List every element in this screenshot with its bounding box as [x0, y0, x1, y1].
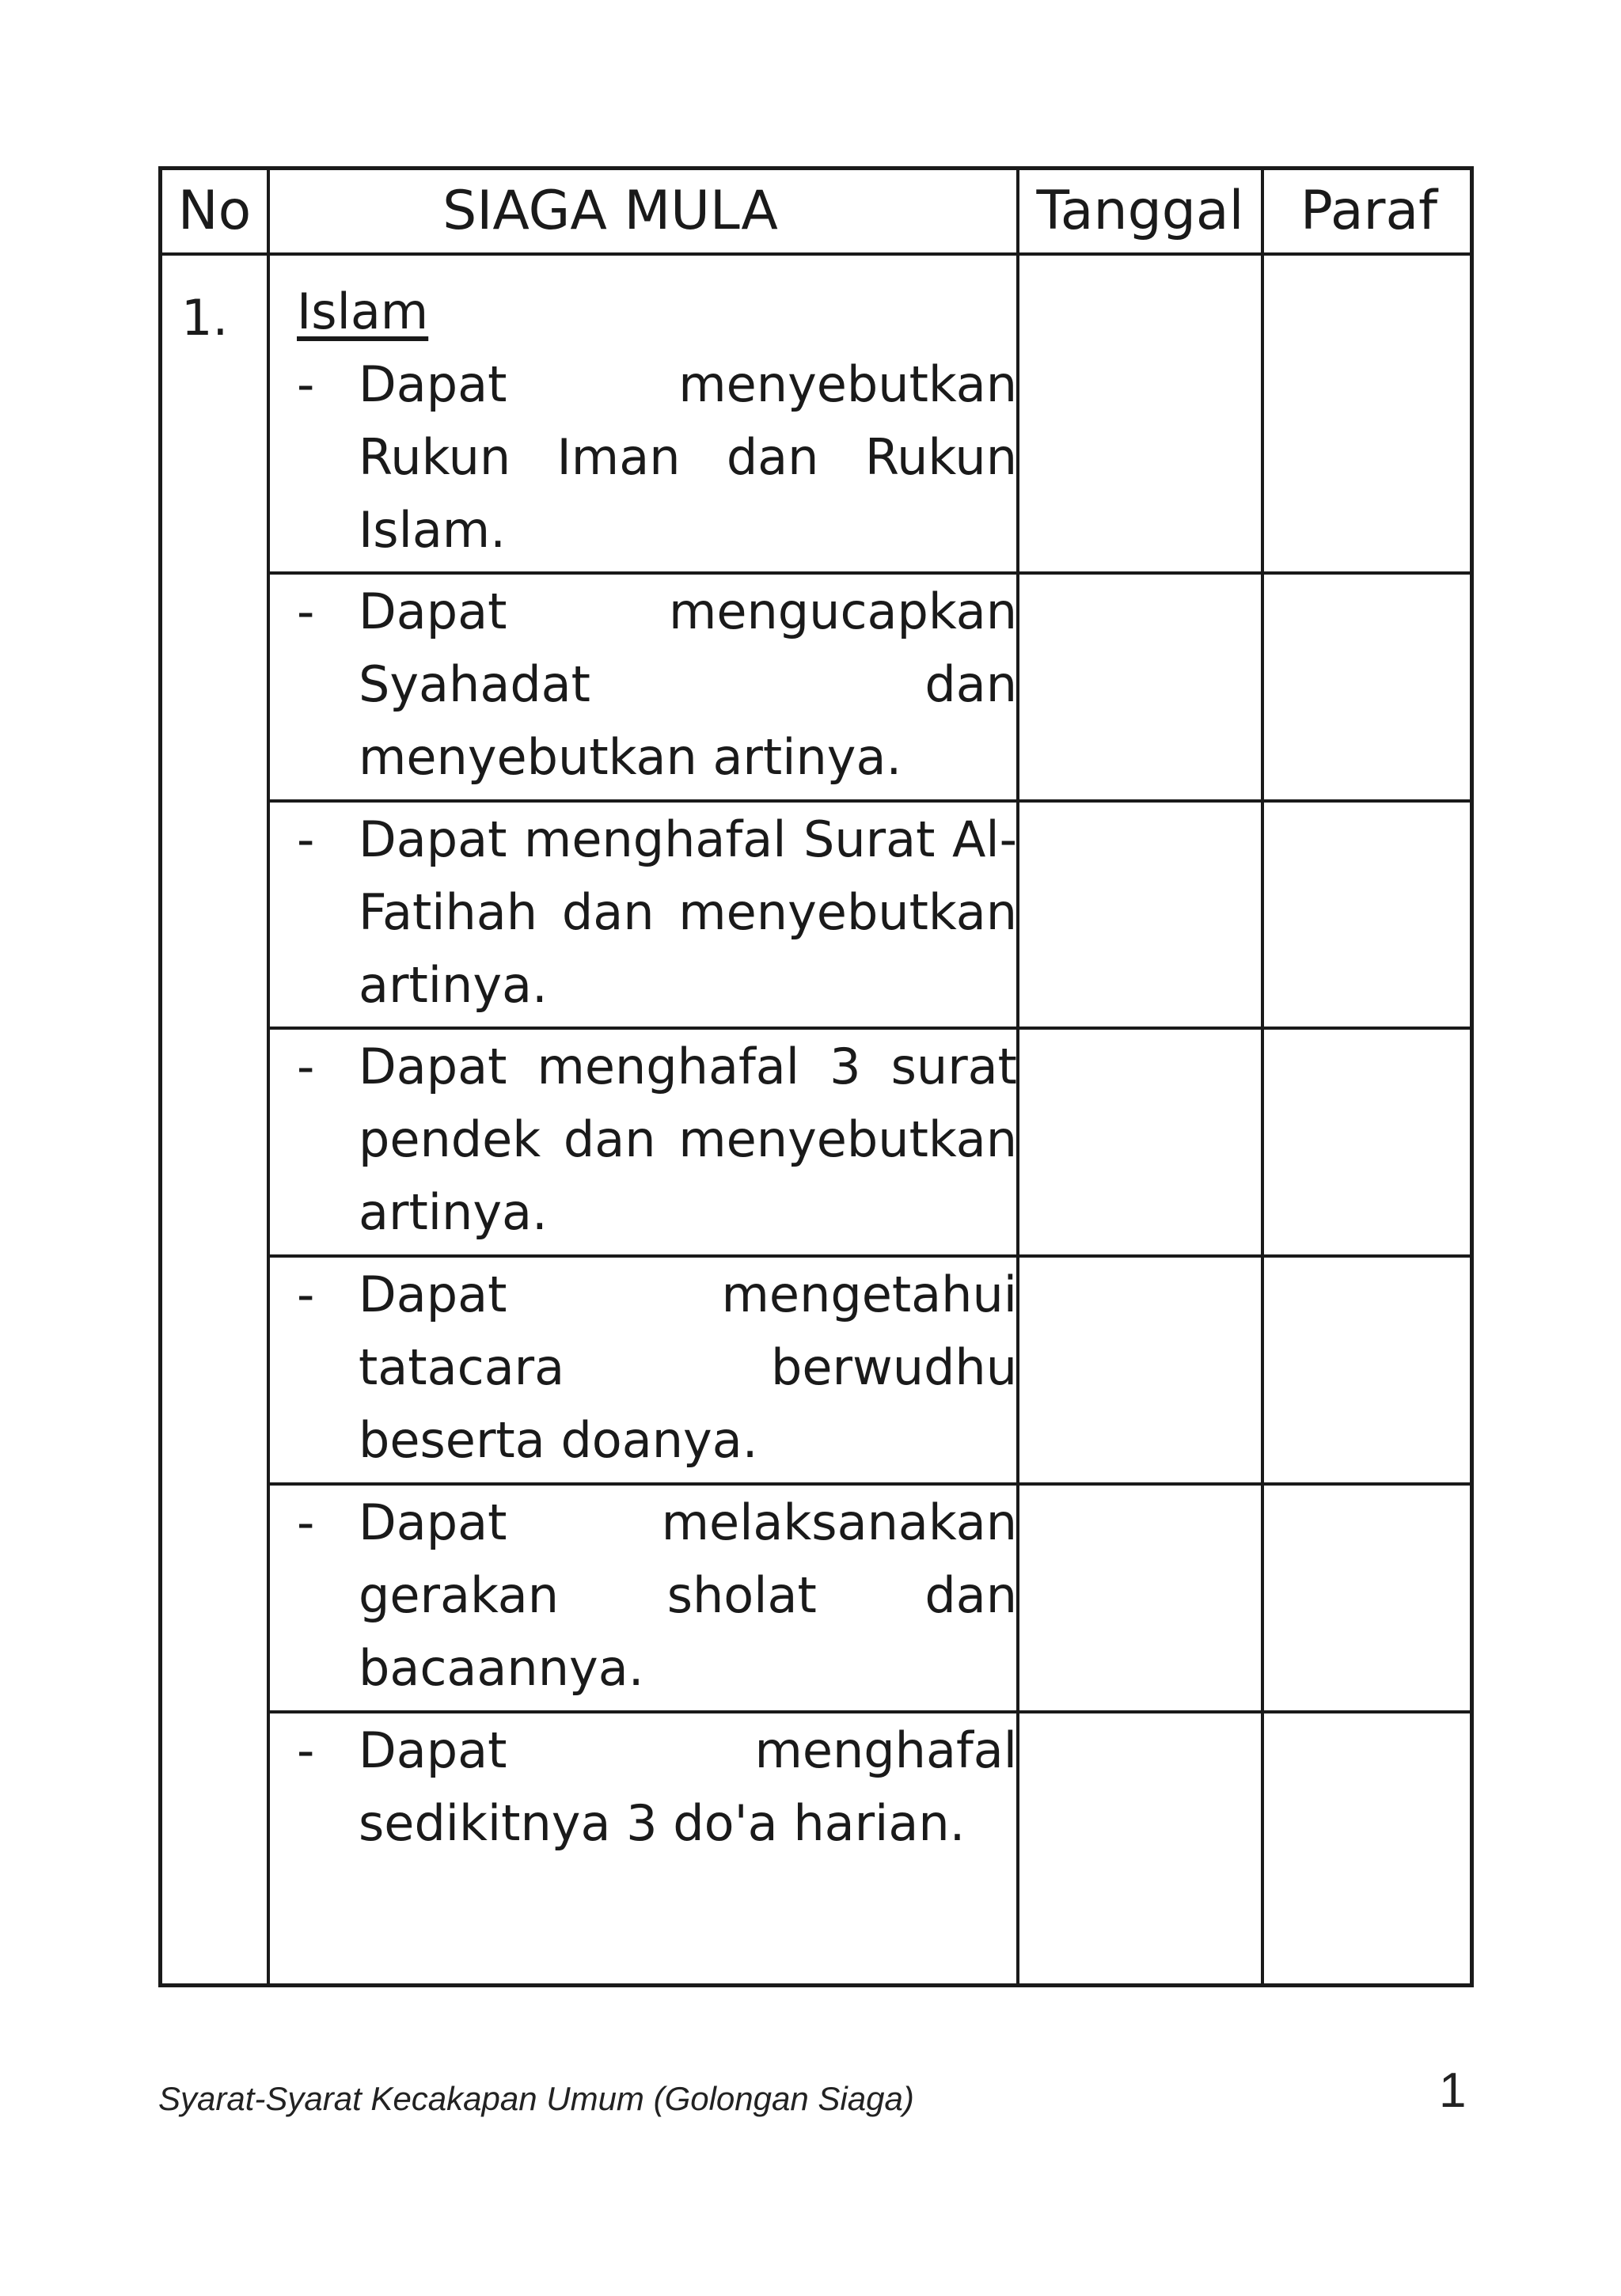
item-text: Dapat menghafal 3 surat pendek dan menyebutkan artinya.: [359, 1038, 1017, 1241]
footer-caption: Syarat-Syarat Kecakapan Umum (Golongan Siaga): [158, 2080, 914, 2117]
row-divider: [267, 1254, 1470, 1258]
list-item: [297, 1030, 1017, 1249]
item-text: Dapat mengucapkan Syahadat dan menyebutkan artinya.: [359, 583, 1017, 786]
item-text: Dapat melaksanakan gerakan sholat dan bacaannya.: [359, 1493, 1017, 1697]
header-no: No: [177, 180, 252, 242]
item-text: Dapat menghafal sedikitnya 3 do'a harian.: [359, 1721, 1017, 1852]
item-dash: -: [297, 1266, 315, 1323]
item-dash: -: [297, 1493, 315, 1551]
header-divider: [162, 252, 1470, 256]
requirements-table: [158, 166, 1474, 1987]
item-text: Dapat mengetahui tatacara berwudhu beserta doanya.: [359, 1266, 1017, 1469]
row-number: 1.: [181, 289, 229, 347]
item-text: Dapat menyebutkan Rukun Iman dan Rukun Islam.: [359, 355, 1017, 559]
item-text: Dapat menghafal Surat Al-Fatihah dan menyebutkan artinya.: [359, 810, 1017, 1014]
item-dash: -: [297, 810, 315, 868]
row-divider: [267, 1710, 1470, 1713]
list-item: [297, 1486, 1017, 1705]
topic-heading: Islam: [297, 283, 429, 340]
list-item: [297, 1258, 1017, 1477]
row-divider: [267, 571, 1470, 575]
item-dash: -: [297, 355, 315, 413]
item-dash: -: [297, 583, 315, 640]
item-dash: -: [297, 1721, 315, 1779]
row-divider: [267, 1027, 1470, 1030]
page-number: 1: [1439, 2063, 1467, 2118]
row-divider: [267, 799, 1470, 803]
list-item: [297, 575, 1017, 794]
header-sign: Paraf: [1300, 180, 1438, 242]
item-dash: -: [297, 1038, 315, 1095]
list-item: [297, 1714, 1017, 1860]
row-divider: [267, 1482, 1470, 1486]
list-item: [297, 803, 1017, 1022]
list-item: [297, 348, 1017, 567]
header-title: SIAGA MULA: [442, 180, 778, 242]
header-date: Tanggal: [1036, 180, 1244, 242]
